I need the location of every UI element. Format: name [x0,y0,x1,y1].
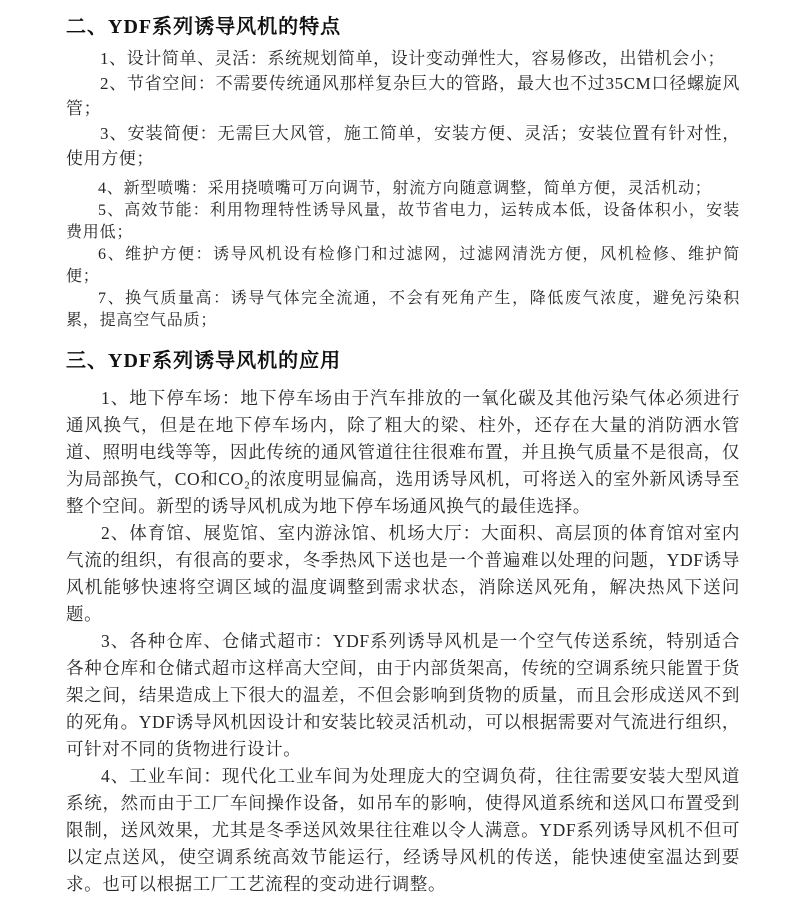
feature-item-4: 4、新型喷嘴：采用挠喷嘴可万向调节，射流方向随意调整，简单方便，灵活机动； [98,180,712,197]
section-features-heading: 二、YDF系列诱导风机的特点 [66,16,342,38]
feature-item-3: 3、安装简便：无需巨大风管，施工简单，安装方便、灵活；安装位置有针对性，使用方便； [66,124,740,168]
section-applications-heading: 三、YDF系列诱导风机的应用 [66,350,342,372]
application-paragraph-stadium: 2、体育馆、展览馆、室内游泳馆、机场大厅：大面积、高层顶的体育馆对室内气流的组织，有很高的要求，冬季热风下送也是一个普遍难以处理的问题，YDF诱导风机能够快速将空调区域的温度调整到需求状态，消除送风死角，解决热风下送问题。 [66,523,740,624]
feature-item-6: 6、维护方便：诱导风机设有检修门和过滤网，过滤网清洗方便，风机检修、维护简便； [66,246,740,285]
feature-item-2: 2、节省空间：不需要传统通风那样复杂巨大的管路，最大也不过35CM口径螺旋风管； [66,74,740,118]
features-list [66,46,740,332]
application-paragraph-industrial-workshop: 4、工业车间：现代化工业车间为处理庞大的空调负荷，往往需要安装大型风道系统，然而由于工厂车间操作设备，如吊车的影响，使得风道系统和送风口布置受到限制，送风效果，尤其是冬季送风效果往往难以令人满意。YDF系列诱导风机不但可以定点送风，使空调系统高效节能运行，经诱导风机的传送，能快速使室温达到要求。也可以根据工厂工艺流程的变动进行调整。 [66,766,740,894]
application-paragraph-warehouse: 3、各种仓库、仓储式超市：YDF系列诱导风机是一个空气传送系统，特别适合各种仓库和仓储式超市这样高大空间，由于内部货架高，传统的空调系统只能置于货架之间，结果造成上下很大的温差，不但会影响到货物的质量，而且会形成送风不到的死角。YDF诱导风机因设计和安装比较灵活机动，可以根据需要对气流进行组织，可针对不同的货物进行设计。 [66,631,740,759]
feature-item-7: 7、换气质量高：诱导气体完全流通，不会有死角产生，降低废气浓度，避免污染积累，提高空气品质； [66,290,740,329]
application-paragraph-parking: 1、地下停车场：地下停车场由于汽车排放的一氧化碳及其他污染气体必须进行通风换气，但是在地下停车场内，除了粗大的梁、柱外，还存在大量的消防洒水管道、照明电线等等，因此传统的通风管道往往很难布置，并且换气质量不是很高，仅为局部换气，CO和CO₂的浓度明显偏高，选用诱导风机，可将送入的室外新风诱导至整个空间。新型的诱导风机成为地下停车场通风换气的最佳选择。 [66,388,740,516]
feature-item-5: 5、高效节能：利用物理特性诱导风量，故节省电力，运转成本低，设备体积小，安装费用低； [66,202,740,241]
applications-list [66,385,740,898]
feature-item-1: 1、设计简单、灵活：系统规划简单，设计变动弹性大，容易修改，出错机会小； [100,49,726,68]
